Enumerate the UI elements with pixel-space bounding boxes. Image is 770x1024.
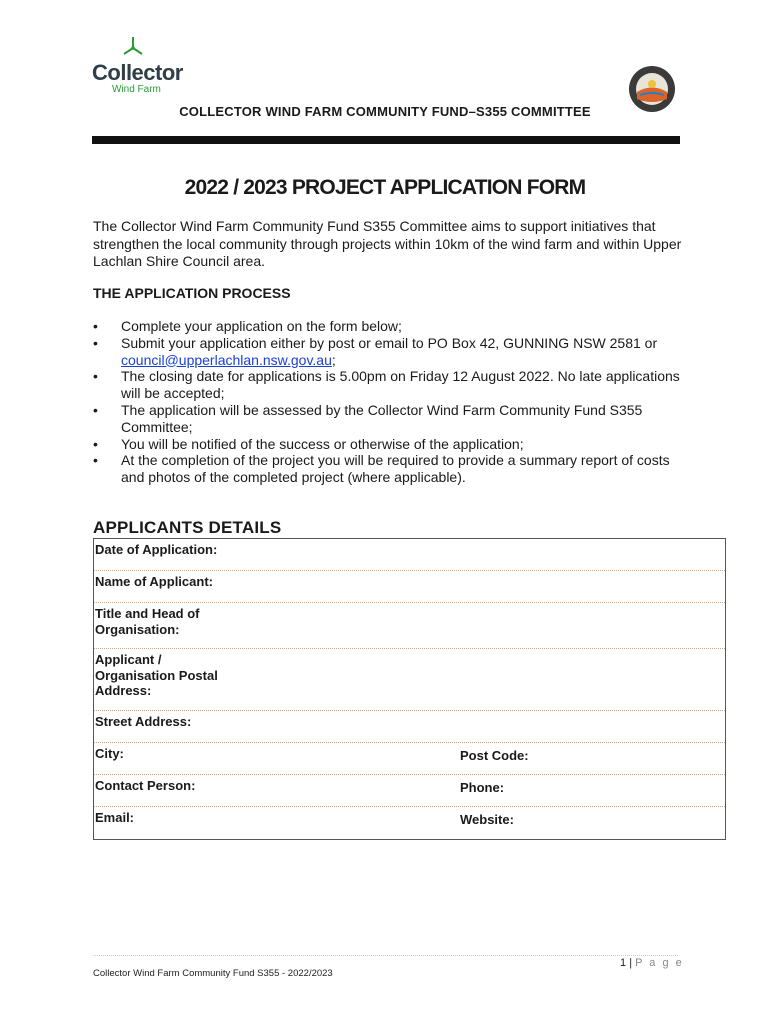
street-address-field[interactable]: [94, 711, 725, 743]
field-label: Name of Applicant:: [95, 574, 213, 589]
list-item: [93, 402, 683, 436]
list-item: [93, 335, 683, 369]
contact-phone-row[interactable]: [94, 775, 725, 807]
list-item-text: Submit your application either by post or email to PO Box 42, GUNNING NSW 2581 or: [121, 334, 658, 351]
bullet: •: [93, 452, 98, 469]
list-item-text: ;: [331, 351, 336, 368]
logo-subtitle: Wind Farm: [112, 84, 161, 95]
date-of-application-field[interactable]: [94, 539, 725, 571]
footer-text: Collector Wind Farm Community Fund S355 - 2022/2023: [93, 968, 333, 979]
list-item-text: You will be notified of the success or otherwise of the application;: [121, 435, 524, 452]
bullet: •: [93, 401, 98, 418]
city-postcode-row[interactable]: [94, 743, 725, 775]
field-label: Website:: [460, 812, 514, 827]
process-list: [93, 318, 683, 486]
field-label: Date of Application:: [95, 542, 218, 557]
postal-address-field[interactable]: [94, 649, 725, 711]
field-label: Contact Person:: [95, 778, 196, 793]
bullet: •: [93, 435, 98, 452]
page-number: [620, 957, 684, 969]
logo-wordmark: Collector: [92, 60, 183, 85]
bullet: •: [93, 318, 98, 334]
field-label: City:: [95, 746, 124, 761]
footer-rule: [93, 955, 678, 956]
applicants-table: [93, 538, 726, 840]
applicants-heading: APPLICANTS DETAILS: [93, 518, 282, 537]
name-of-applicant-field[interactable]: [94, 571, 725, 603]
page-word: P a g e: [635, 957, 684, 969]
list-item-text: At the completion of the project you will be required to provide a summary report of costs and photos of the completed project (where applicable).: [121, 452, 670, 486]
page-number-value: 1: [620, 957, 627, 969]
intro-paragraph: The Collector Wind Farm Community Fund S355 Committee aims to support initiatives that strengthen the local community through projects within 10km of the wind farm and within Upper Lachlan Shire Council area.: [93, 218, 682, 269]
field-label: Phone:: [460, 780, 505, 795]
page-separator: |: [629, 957, 633, 969]
heading-rule: [92, 136, 680, 144]
list-item: [93, 452, 683, 486]
list-item-text: The application will be assessed by the Collector Wind Farm Community Fund S355 Committee;: [121, 401, 643, 435]
email-website-row[interactable]: [94, 807, 725, 839]
title-head-organisation-field[interactable]: [94, 603, 725, 649]
list-item: [93, 318, 683, 335]
org-heading: COLLECTOR WIND FARM COMMUNITY FUND–S355 COMMITTEE: [179, 104, 591, 119]
bullet: •: [93, 334, 98, 351]
bullet: •: [93, 368, 98, 385]
process-heading: THE APPLICATION PROCESS: [93, 285, 291, 301]
list-item: [93, 368, 683, 402]
field-label: Street Address:: [95, 714, 192, 729]
council-email-link[interactable]: council@upperlachlan.nsw.gov.au: [121, 351, 332, 368]
list-item-text: The closing date for applications is 5.00pm on Friday 12 August 2022. No late applications will be accepted;: [121, 368, 680, 402]
field-label: Title and Head of Organisation:: [95, 606, 200, 637]
field-label: Applicant / Organisation Postal Address:: [95, 652, 218, 698]
wind-turbine-icon: [122, 36, 144, 60]
list-item: [93, 436, 683, 453]
collector-wind-farm-logo: [92, 36, 202, 96]
field-label: Post Code:: [460, 748, 529, 763]
form-title: 2022 / 2023 PROJECT APPLICATION FORM: [184, 176, 586, 199]
field-label: Email:: [95, 810, 135, 825]
list-item-text: Complete your application on the form below;: [121, 318, 402, 334]
